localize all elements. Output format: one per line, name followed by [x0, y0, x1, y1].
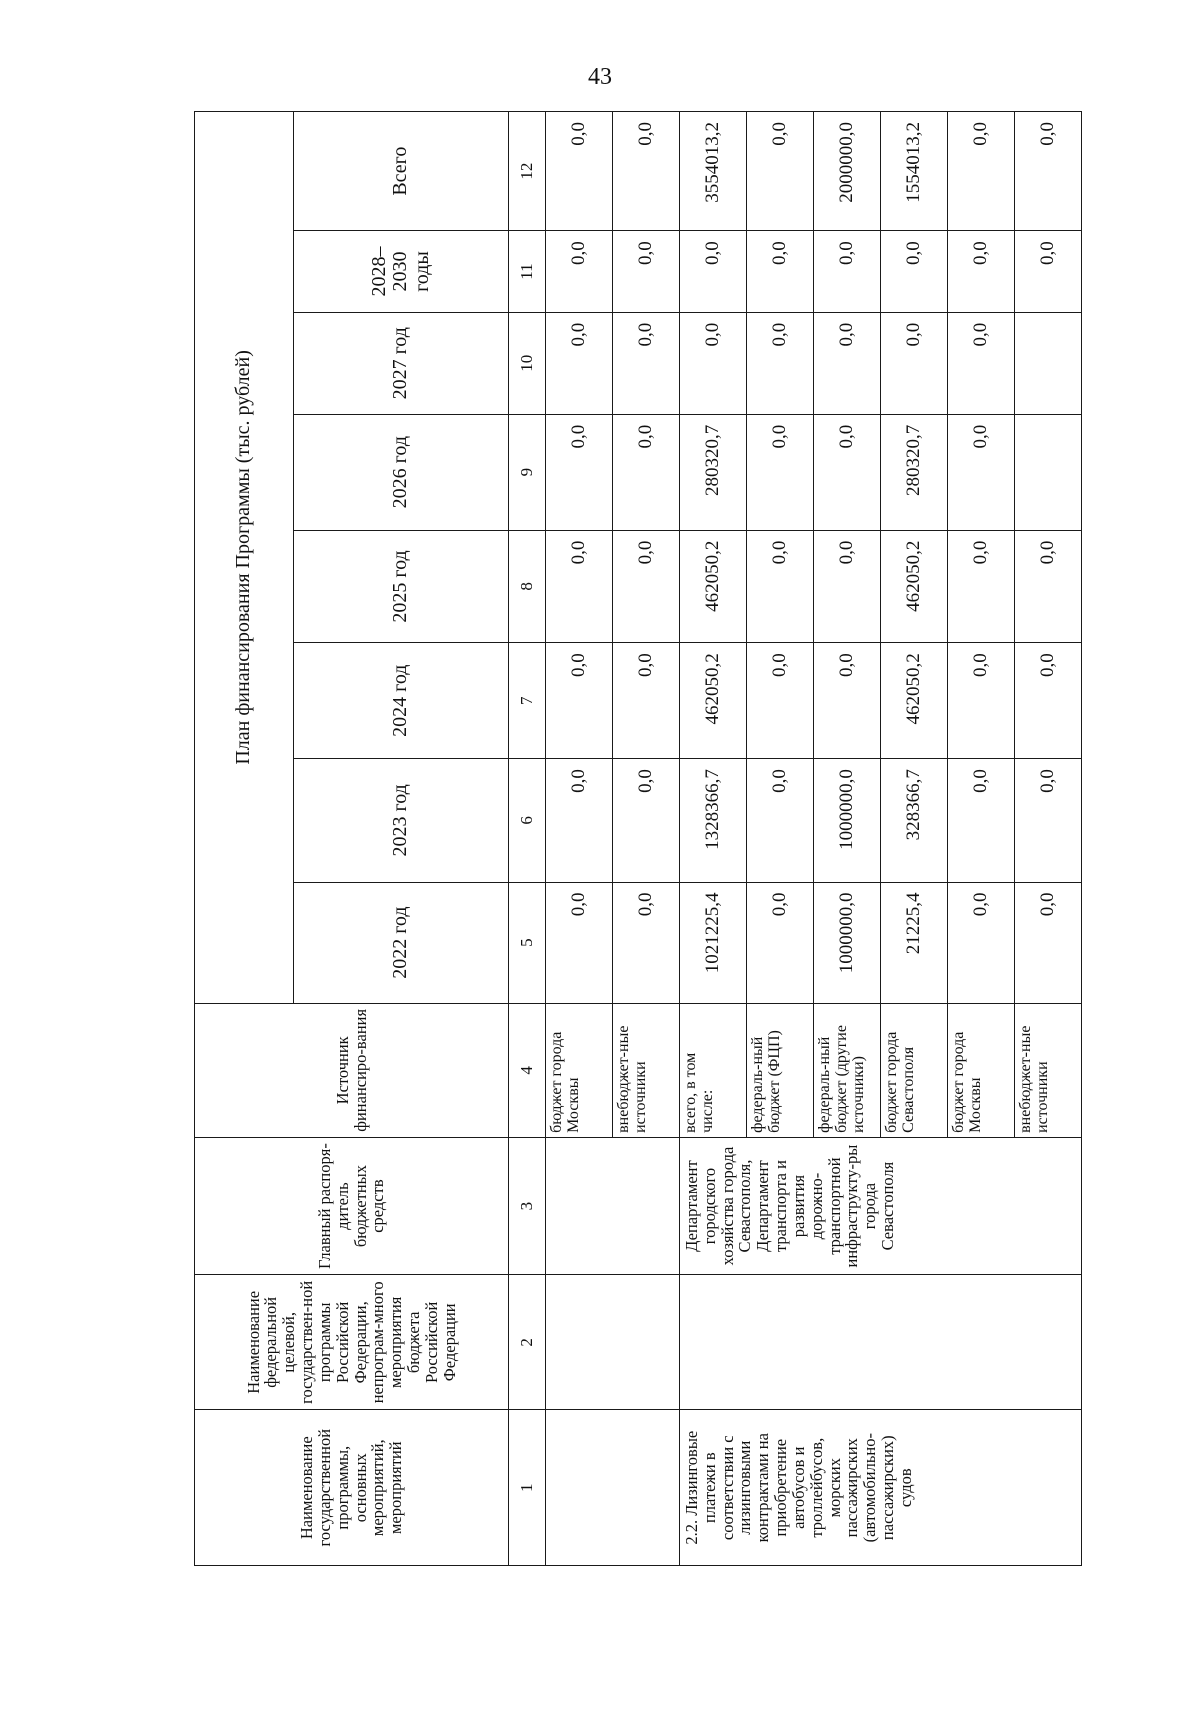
value-cell: 0,0	[546, 112, 613, 231]
source-cell: бюджет города Москвы	[948, 1003, 1015, 1137]
header-plan: План финансирования Программы (тыс. рублей)	[195, 112, 294, 1004]
value-cell: 2000000,0	[814, 112, 881, 231]
value-cell: 0,0	[1015, 231, 1082, 313]
value-cell: 280320,7	[881, 414, 948, 530]
value-cell: 0,0	[680, 231, 747, 313]
value-cell: 0,0	[1015, 882, 1082, 1003]
value-cell: 0,0	[747, 231, 814, 313]
value-cell: 0,0	[546, 530, 613, 643]
financing-table	[194, 111, 1082, 1566]
header-year: 2022 год	[294, 882, 509, 1003]
value-cell: 1554013,2	[881, 112, 948, 231]
value-cell: 462050,2	[881, 530, 948, 643]
value-cell: 0,0	[814, 312, 881, 414]
source-cell: федераль-ный бюджет (другие источники)	[814, 1003, 881, 1137]
header-col3: Главный распоря-дитель бюджетных средств	[195, 1137, 509, 1274]
source-cell: федераль-ный бюджет (ФЦП)	[747, 1003, 814, 1137]
value-cell: 0,0	[613, 643, 680, 759]
value-cell: 0,0	[948, 112, 1015, 231]
value-cell: 280320,7	[680, 414, 747, 530]
column-number: 5	[509, 882, 546, 1003]
measure-name: 2.2. Лизинговые платежи в соответствии с лизинговыми контрактами на приобретение автобусов и троллейбусов, морских пассажирских (автомобильно-пассажирских) судов	[680, 1410, 1082, 1566]
column-number: 9	[509, 414, 546, 530]
value-cell: 0,0	[1015, 759, 1082, 882]
value-cell: 0,0	[747, 882, 814, 1003]
value-cell: 0,0	[613, 882, 680, 1003]
value-cell: 462050,2	[680, 643, 747, 759]
value-cell: 0,0	[546, 414, 613, 530]
value-cell: 0,0	[948, 231, 1015, 313]
header-col1: Наименование государственной программы, основных мероприятий, мероприятий	[195, 1410, 509, 1566]
empty-cell	[546, 1137, 680, 1274]
column-number: 11	[509, 231, 546, 313]
value-cell: 1328366,7	[680, 759, 747, 882]
value-cell: 0,0	[948, 414, 1015, 530]
value-cell	[1015, 414, 1082, 530]
value-cell: 0,0	[1015, 112, 1082, 231]
value-cell: 0,0	[546, 882, 613, 1003]
column-number: 7	[509, 643, 546, 759]
value-cell: 0,0	[948, 882, 1015, 1003]
value-cell: 0,0	[814, 530, 881, 643]
column-number-row	[509, 112, 546, 1566]
value-cell: 0,0	[1015, 530, 1082, 643]
value-cell: 0,0	[814, 643, 881, 759]
column-number: 2	[509, 1275, 546, 1410]
header-col2: Наименование федеральной целевой, государствен-ной программы Российской Федерации, непрограм-много мероприятия бюджета Российской Федерации	[195, 1275, 509, 1410]
column-number: 8	[509, 530, 546, 643]
column-number: 6	[509, 759, 546, 882]
empty-cell	[546, 1410, 680, 1566]
header-year: 2025 год	[294, 530, 509, 643]
value-cell: 0,0	[613, 112, 680, 231]
value-cell: 0,0	[546, 312, 613, 414]
value-cell: 0,0	[546, 231, 613, 313]
value-cell: 1000000,0	[814, 882, 881, 1003]
value-cell: 0,0	[948, 530, 1015, 643]
header-year: 2024 год	[294, 643, 509, 759]
value-cell: 0,0	[747, 414, 814, 530]
column-number: 10	[509, 312, 546, 414]
page-number: 43	[588, 64, 612, 90]
value-cell: 0,0	[613, 231, 680, 313]
value-cell: 0,0	[747, 112, 814, 231]
header-year: 2027 год	[294, 312, 509, 414]
value-cell: 0,0	[881, 312, 948, 414]
source-cell: внебюджет-ные источники	[613, 1003, 680, 1137]
value-cell: 0,0	[546, 759, 613, 882]
table-row	[680, 112, 747, 1566]
value-cell: 462050,2	[881, 643, 948, 759]
value-cell: 0,0	[948, 643, 1015, 759]
header-year: 2023 год	[294, 759, 509, 882]
value-cell: 0,0	[881, 231, 948, 313]
value-cell	[1015, 312, 1082, 414]
empty-cell	[546, 1275, 680, 1410]
value-cell: 0,0	[613, 530, 680, 643]
rotated-table-wrapper	[194, 111, 1124, 1566]
source-cell: бюджет города Севастополя	[881, 1003, 948, 1137]
table-row	[546, 112, 613, 1566]
value-cell: 0,0	[613, 759, 680, 882]
value-cell: 0,0	[747, 643, 814, 759]
value-cell: 0,0	[1015, 643, 1082, 759]
value-cell: 1000000,0	[814, 759, 881, 882]
distributor-name: Департамент городского хозяйства города Севастополя, Департамент транспорта и развития дорожно-транспортной инфраструкту-ры города Севастополя	[680, 1137, 1082, 1274]
header-year: 2026 год	[294, 414, 509, 530]
value-cell: 0,0	[613, 414, 680, 530]
value-cell: 0,0	[814, 414, 881, 530]
column-number: 12	[509, 112, 546, 231]
value-cell: 0,0	[814, 231, 881, 313]
value-cell: 21225,4	[881, 882, 948, 1003]
source-cell: бюджет города Москвы	[546, 1003, 613, 1137]
header-year: 2028–2030 годы	[294, 231, 509, 313]
header-col4: Источник финансиро-вания	[195, 1003, 509, 1137]
value-cell: 0,0	[948, 759, 1015, 882]
column-number: 1	[509, 1410, 546, 1566]
header-year: Всего	[294, 112, 509, 231]
column-number: 4	[509, 1003, 546, 1137]
value-cell: 0,0	[747, 530, 814, 643]
source-cell: всего, в том числе:	[680, 1003, 747, 1137]
source-cell: внебюджет-ные источники	[1015, 1003, 1082, 1137]
value-cell: 0,0	[613, 312, 680, 414]
value-cell: 1021225,4	[680, 882, 747, 1003]
value-cell: 328366,7	[881, 759, 948, 882]
value-cell: 0,0	[948, 312, 1015, 414]
column-number: 3	[509, 1137, 546, 1274]
value-cell: 0,0	[680, 312, 747, 414]
value-cell: 0,0	[747, 312, 814, 414]
value-cell: 0,0	[747, 759, 814, 882]
value-cell: 0,0	[546, 643, 613, 759]
program-name	[680, 1275, 1082, 1410]
header-row-plan	[195, 112, 294, 1566]
value-cell: 462050,2	[680, 530, 747, 643]
value-cell: 3554013,2	[680, 112, 747, 231]
